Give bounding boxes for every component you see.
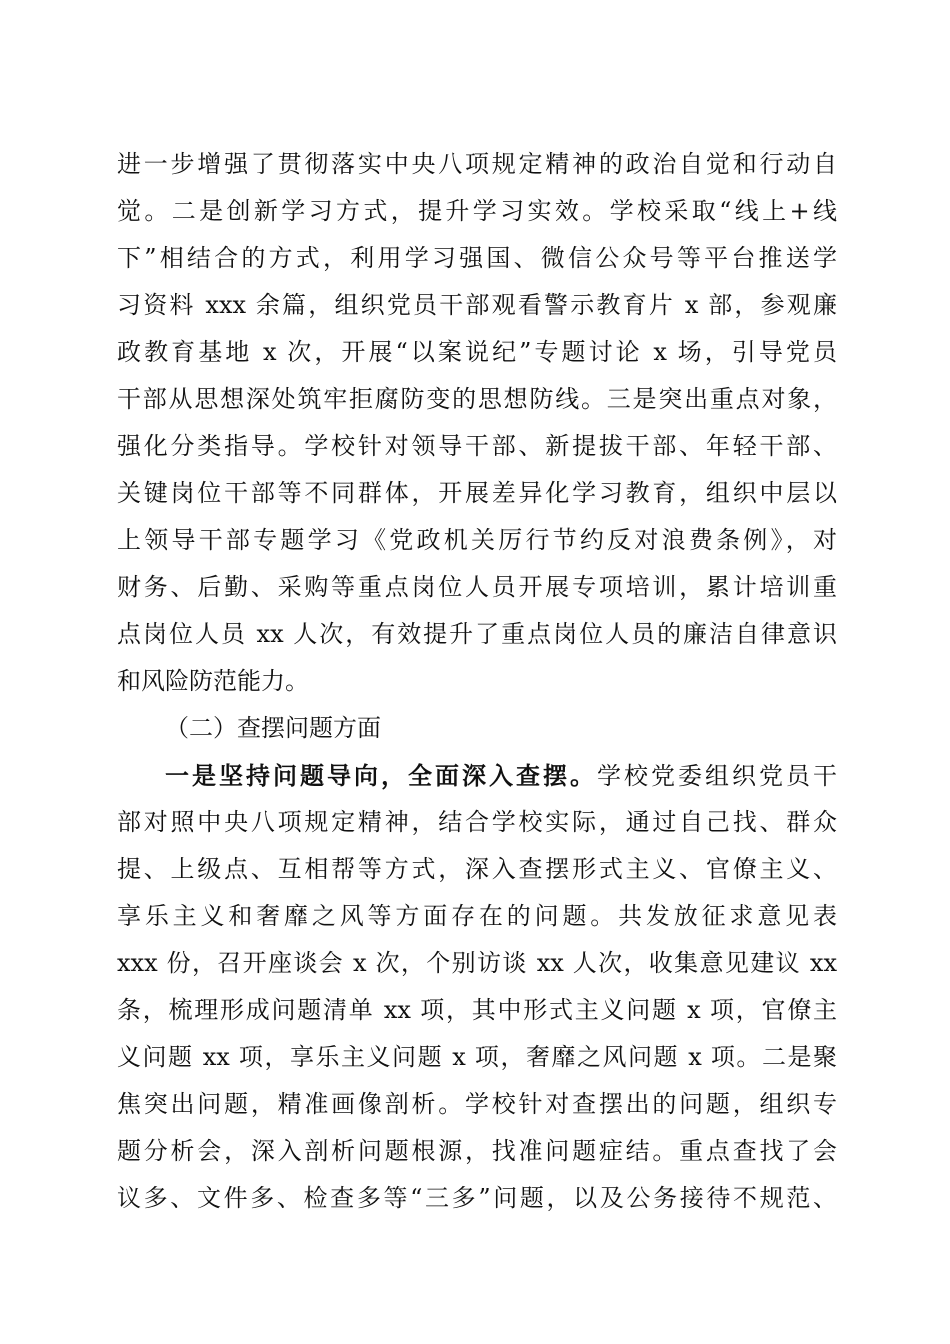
paragraph-line: 条，梳理形成问题清单 xx 项，其中形式主义问题 x 项，官僚主: [117, 996, 837, 1024]
lead-line-rest: 学校党委组织党员干: [597, 762, 837, 790]
paragraph-line: 觉。二是创新学习方式，提升学习实效。学校采取“线上+线: [117, 197, 837, 225]
paragraph-line: 题分析会，深入剖析问题根源，找准问题症结。重点查找了会: [117, 1137, 837, 1165]
bold-lead-sentence: 一是坚持问题导向，全面深入查摆。: [165, 761, 597, 790]
paragraph-line: 点岗位人员 xx 人次，有效提升了重点岗位人员的廉洁自律意识: [117, 620, 837, 648]
paragraph-line: 享乐主义和奢靡之风等方面存在的问题。共发放征求意见表: [117, 902, 837, 930]
paragraph-line: 下”相结合的方式，利用学习强国、微信公众号等平台推送学: [117, 244, 837, 272]
paragraph-line: 习资料 xxx 余篇，组织党员干部观看警示教育片 x 部，参观廉: [117, 291, 837, 319]
paragraph-line: 关键岗位干部等不同群体，开展差异化学习教育，组织中层以: [117, 479, 837, 507]
paragraph-line: 强化分类指导。学校针对领导干部、新提拔干部、年轻干部、: [117, 432, 837, 460]
paragraph-line: 提、上级点、互相帮等方式，深入查摆形式主义、官僚主义、: [117, 855, 837, 883]
paragraph-line: 政教育基地 x 次，开展“以案说纪”专题讨论 x 场，引导党员: [117, 338, 837, 366]
paragraph-line: xxx 份，召开座谈会 x 次，个别访谈 xx 人次，收集意见建议 xx: [117, 949, 837, 977]
section-heading: （二）查摆问题方面: [165, 714, 381, 742]
paragraph-line: 进一步增强了贯彻落实中央八项规定精神的政治自觉和行动自: [117, 150, 837, 178]
paragraph-line: 和风险防范能力。: [117, 667, 309, 695]
paragraph-line: 干部从思想深处筑牢拒腐防变的思想防线。三是突出重点对象，: [117, 385, 837, 413]
paragraph-first-line: [165, 752, 837, 799]
paragraph-line: 上领导干部专题学习《党政机关厉行节约反对浪费条例》，对: [117, 526, 837, 554]
paragraph-line: 焦突出问题，精准画像剖析。学校针对查摆出的问题，组织专: [117, 1090, 837, 1118]
paragraph-line: 财务、后勤、采购等重点岗位人员开展专项培训，累计培训重: [117, 573, 837, 601]
paragraph-line: 议多、文件多、检查多等“三多”问题，以及公务接待不规范、: [117, 1184, 837, 1212]
paragraph-line: 义问题 xx 项，享乐主义问题 x 项，奢靡之风问题 x 项。二是聚: [117, 1043, 837, 1071]
paragraph-line: 部对照中央八项规定精神，结合学校实际，通过自己找、群众: [117, 808, 837, 836]
